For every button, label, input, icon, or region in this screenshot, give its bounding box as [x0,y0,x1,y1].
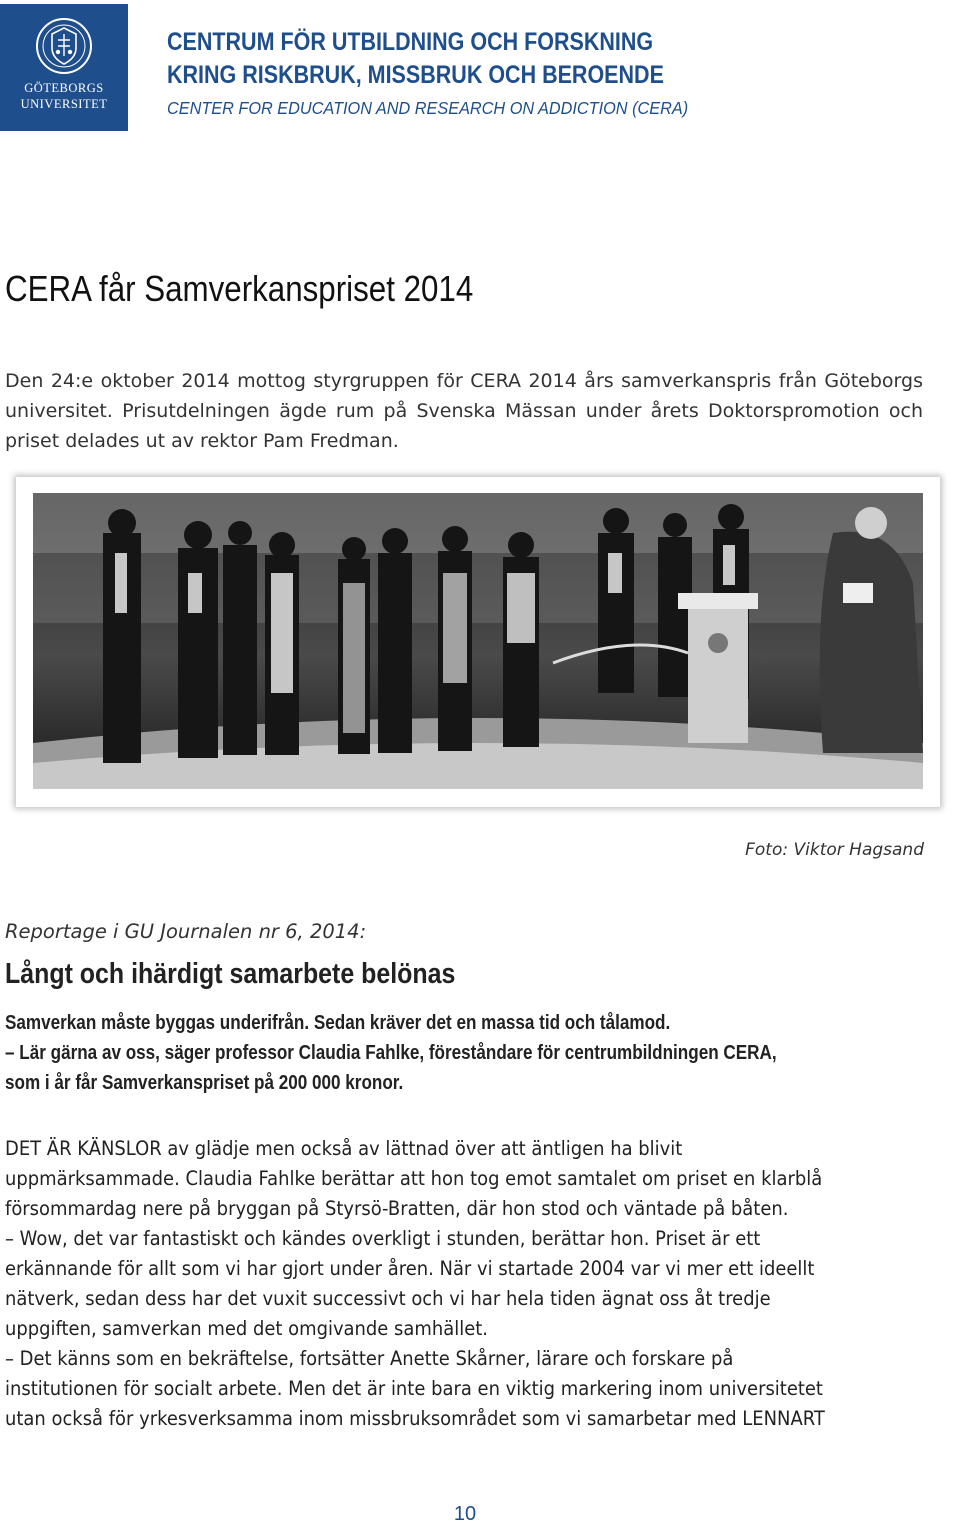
lead-line: Samverkan måste byggas underifrån. Sedan kräver det en massa tid och tålamod. [5,1012,671,1034]
body-line: erkännande för allt som vi har gjort under åren. När vi startade 2004 var vi mer ett ideellt [5,1257,815,1280]
lead-line: som i år får Samverkanspriset på 200 000 kronor. [5,1072,404,1094]
body-line: institutionen för socialt arbete. Men det är inte bara en viktig markering inom universitetet [5,1377,823,1400]
body-line: uppgiften, samverkan med det omgivande samhället. [5,1317,488,1340]
article-lead [5,1008,911,1098]
body-line: nätverk, sedan dess har det vuxit successivt och vi har hela tiden ägnat oss åt tredje [5,1287,771,1310]
body-line: försommardag nere på bryggan på Styrsö-Bratten, där hon stod och väntade på båten. [5,1197,789,1220]
body-line: – Det känns som en bekräftelse, fortsätter Anette Skårner, lärare och forskare på [5,1347,734,1370]
university-seal-icon [0,4,128,84]
page-title: CERA får Samverkanspriset 2014 [5,268,474,309]
intro-text: Den 24:e oktober 2014 mottog styrgruppen för CERA 2014 års samverkanspris från Göteborgs universitet. Prisutdelningen ägde rum på Svenska Mässan under årets Doktorspromotion och priset delades ut av rektor Pam Fredman. [5,370,923,452]
intro-paragraph [5,366,923,456]
photo-frame [16,477,940,807]
header-line2: KRING RISKBRUK, MISSBRUK OCH BEROENDE [167,61,664,89]
article-title: Långt och ihärdigt samarbete belönas [5,958,456,990]
page-number: 10 [453,1503,477,1525]
body-line: – Wow, det var fantastiskt och kändes overkligt i stunden, berättar hon. Priset är ett [5,1227,761,1250]
reportage-source: Reportage i GU Journalen nr 6, 2014: [5,920,367,943]
logo-name-line2: UNIVERSITET [20,97,108,111]
body-line: uppmärksammade. Claudia Fahlke berättar att hon tog emot samtalet om priset en klarblå [5,1167,823,1190]
header-line1: CENTRUM FÖR UTBILDNING OCH FORSKNING [167,28,654,56]
body-line: DET ÄR KÄNSLOR av glädje men också av lättnad över att äntligen ha blivit [5,1137,683,1160]
body-line: utan också för yrkesverksamma inom missbruksområdet som vi samarbetar med LENNART [5,1407,825,1430]
article-body [5,1134,925,1434]
university-logo [0,4,128,131]
logo-name-line1: GÖTEBORGS [24,81,104,95]
photo-credit: Foto: Viktor Hagsand [745,840,924,860]
header-line3: CENTER FOR EDUCATION AND RESEARCH ON ADDICTION (CERA) [167,98,689,118]
ceremony-photo [33,493,923,789]
lead-line: – Lär gärna av oss, säger professor Claudia Fahlke, föreståndare för centrumbildningen CERA, [5,1042,777,1064]
